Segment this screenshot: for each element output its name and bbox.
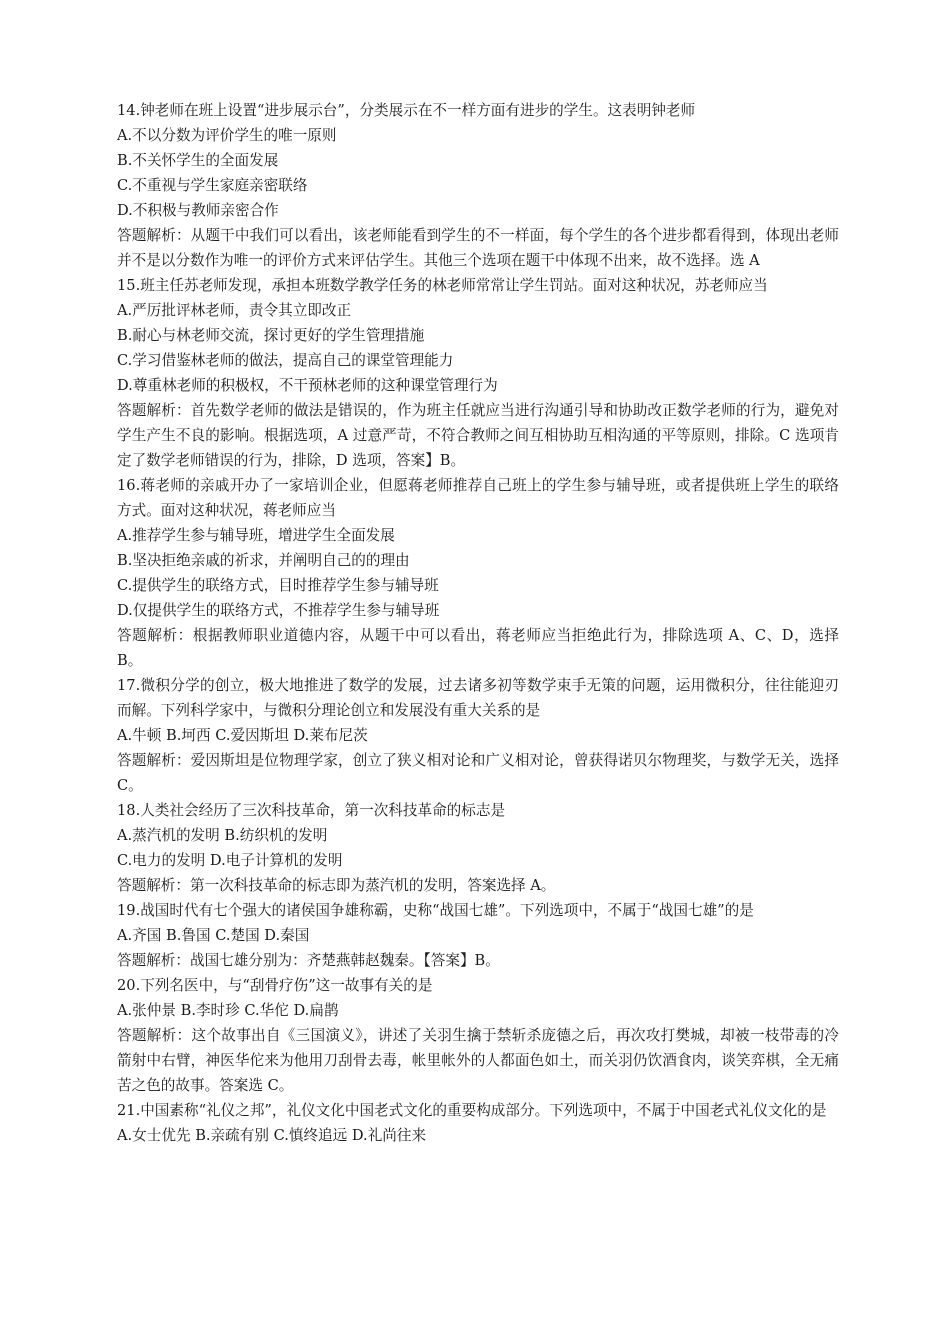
question-14 — [117, 98, 839, 273]
question-stem: 20.下列名医中，与“刮骨疗伤”这一故事有关的是 — [117, 977, 433, 994]
option-d: D.仅提供学生的联络方式，不推荐学生参与辅导班 — [117, 602, 440, 619]
options-row-1: A.蒸汽机的发明 B.纺织机的发明 — [117, 827, 328, 844]
question-19 — [117, 898, 839, 973]
option-d: D.不积极与教师亲密合作 — [117, 202, 279, 219]
question-15 — [117, 273, 839, 473]
question-stem: 14.钟老师在班上设置“进步展示台”，分类展示在不一样方面有进步的学生。这表明钟老师 — [117, 102, 696, 119]
question-stem: 17.微积分学的创立，极大地推进了数学的发展，过去诸多初等数学束手无策的问题，运用微积分，往往能迎刃而解。下列科学家中，与微积分理论创立和发展没有重大关系的是 — [117, 677, 839, 719]
options-row: A.张仲景 B.李时珍 C.华佗 D.扁鹊 — [117, 1002, 339, 1019]
question-stem: 19.战国时代有七个强大的诸侯国争雄称霸，史称“战国七雄”。下列选项中，不属于“战国七雄”的是 — [117, 902, 754, 919]
options-row: A.齐国 B.鲁国 C.楚国 D.秦国 — [117, 927, 310, 944]
option-b: B.耐心与林老师交流，探讨更好的学生管理措施 — [117, 327, 425, 344]
options-row: A.牛顿 B.坷西 C.爱因斯坦 D.莱布尼茨 — [117, 727, 368, 744]
question-16 — [117, 473, 839, 673]
option-c: C.不重视与学生家庭亲密联络 — [117, 177, 308, 194]
question-stem: 18.人类社会经历了三次科技革命，第一次科技革命的标志是 — [117, 802, 506, 819]
options-row: A.女士优先 B.亲疏有别 C.慎终追远 D.礼尚往来 — [117, 1127, 427, 1144]
answer-analysis: 答题解析：这个故事出自《三国演义》，讲述了关羽生擒于禁斩杀庞德之后，再次攻打樊城，却被一枝带毒的冷箭射中右臂，神医华佗来为他用刀刮骨去毒，帐里帐外的人都面色如土，而关羽仍饮酒食肉，谈笑弈棋，全无痛苦之色的故事。答案选 C。 — [117, 1027, 839, 1094]
option-b: B.坚决拒绝亲戚的祈求，并阐明自己的的理由 — [117, 552, 410, 569]
answer-analysis: 答题解析：爱因斯坦是位物理学家，创立了狭义相对论和广义相对论，曾获得诺贝尔物理奖，与数学无关，选择 C。 — [117, 752, 839, 794]
answer-analysis: 答题解析：首先数学老师的做法是错误的，作为班主任就应当进行沟通引导和协助改正数学老师的行为，避免对学生产生不良的影响。根据选项，A 过意严苛，不符合教师之间互相协助互相沟通的平等原则，排除。C 选项肯定了数学老师错误的行为，排除，D 选项，答案】B。 — [117, 402, 839, 469]
answer-analysis: 答题解析：根据教师职业道德内容，从题干中可以看出，蒋老师应当拒绝此行为，排除选项 A、C、D，选择 B。 — [117, 627, 839, 669]
question-stem: 21.中国素称“礼仪之邦”，礼仪文化中国老式文化的重要构成部分。下列选项中，不属于中国老式礼仪文化的是 — [117, 1102, 827, 1119]
document-page — [117, 98, 839, 1148]
option-a: A.推荐学生参与辅导班，增进学生全面发展 — [117, 527, 395, 544]
question-21 — [117, 1098, 839, 1148]
answer-analysis: 答题解析：战国七雄分别为：齐楚燕韩赵魏秦。【答案】B。 — [117, 952, 500, 969]
options-row-2: C.电力的发明 D.电子计算机的发明 — [117, 852, 343, 869]
question-stem: 15.班主任苏老师发现，承担本班数学教学任务的林老师常常让学生罚站。面对这种状况，苏老师应当 — [117, 277, 768, 294]
question-17 — [117, 673, 839, 798]
option-a: A.不以分数为评价学生的唯一原则 — [117, 127, 337, 144]
question-18 — [117, 798, 839, 898]
question-20 — [117, 973, 839, 1098]
question-stem: 16.蒋老师的亲戚开办了一家培训企业，但愿蒋老师推荐自己班上的学生参与辅导班，或者提供班上学生的联络方式。面对这种状况，蒋老师应当 — [117, 477, 839, 519]
option-c: C.提供学生的联络方式，目时推荐学生参与辅导班 — [117, 577, 439, 594]
option-a: A.严厉批评林老师，责令其立即改正 — [117, 302, 352, 319]
option-d: D.尊重林老师的积极权，不干预林老师的这种课堂管理行为 — [117, 377, 498, 394]
answer-analysis: 答题解析：从题干中我们可以看出，该老师能看到学生的不一样面，每个学生的各个进步都看得到，体现出老师并不是以分数作为唯一的评价方式来评估学生。其他三个选项在题干中体现不出来，故不选择。选 A — [117, 227, 839, 269]
option-c: C.学习借鉴林老师的做法，提高自己的课堂管理能力 — [117, 352, 454, 369]
answer-analysis: 答题解析：第一次科技革命的标志即为蒸汽机的发明，答案选择 A。 — [117, 877, 556, 894]
option-b: B.不关怀学生的全面发展 — [117, 152, 279, 169]
